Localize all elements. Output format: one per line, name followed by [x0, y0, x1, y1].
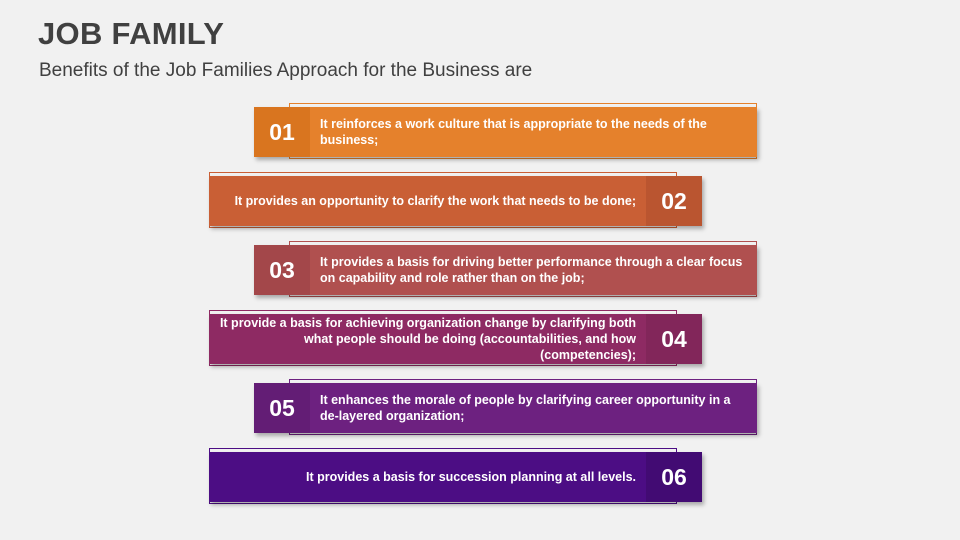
- list-item: [0, 307, 960, 376]
- page-subtitle: Benefits of the Job Families Approach for the Business are: [39, 60, 533, 81]
- list-item: [0, 238, 960, 307]
- row-bar[interactable]: [254, 383, 757, 433]
- row-number: 06: [646, 452, 702, 502]
- row-text: It provide a basis for achieving organization change by clarifying both what people should be doing (accountabilities, and how (competencies);: [219, 316, 636, 362]
- row-text: It provides an opportunity to clarify the work that needs to be done;: [234, 194, 636, 208]
- row-bar[interactable]: [209, 452, 702, 502]
- row-bar[interactable]: [254, 245, 757, 295]
- benefits-list: [0, 100, 960, 514]
- list-item: [0, 376, 960, 445]
- row-text: It provides a basis for succession planning at all levels.: [306, 470, 636, 484]
- row-text: It reinforces a work culture that is appropriate to the needs of the business;: [320, 117, 707, 147]
- row-number: 02: [646, 176, 702, 226]
- row-bar[interactable]: [254, 107, 757, 157]
- row-text: It enhances the morale of people by clarifying career opportunity in a de-layered organization;: [320, 393, 731, 423]
- row-number: 03: [254, 245, 310, 295]
- row-number: 04: [646, 314, 702, 364]
- row-bar[interactable]: [209, 176, 702, 226]
- row-number: 05: [254, 383, 310, 433]
- row-bar[interactable]: [209, 314, 702, 364]
- row-text: It provides a basis for driving better performance through a clear focus on capability and role rather than on the job;: [320, 255, 743, 285]
- list-item: [0, 169, 960, 238]
- list-item: [0, 445, 960, 514]
- page-title: JOB FAMILY: [38, 16, 225, 51]
- row-number: 01: [254, 107, 310, 157]
- list-item: [0, 100, 960, 169]
